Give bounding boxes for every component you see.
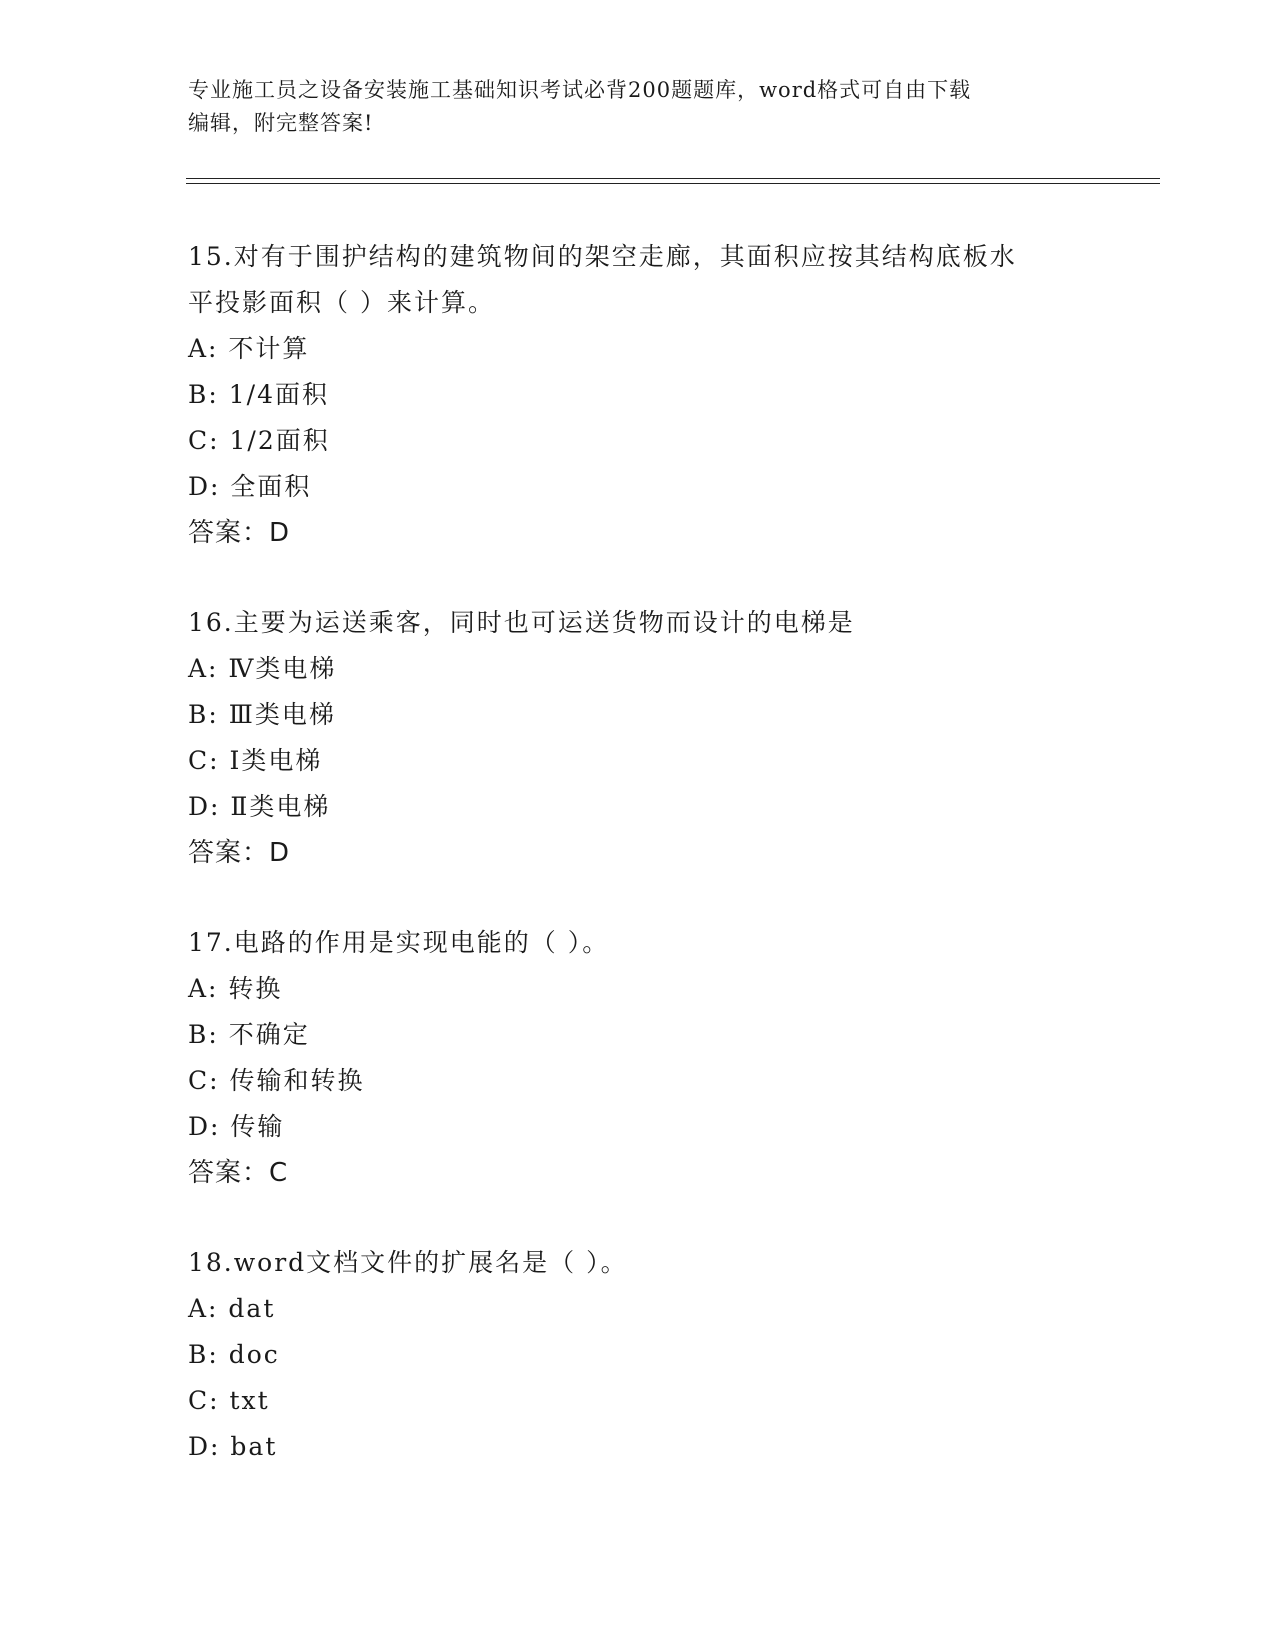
option-d: D: Ⅱ类电梯 xyxy=(188,792,331,821)
option-b: B: doc xyxy=(188,1340,280,1369)
question-stem-line: 15.对有于围护结构的建筑物间的架空走廊，其面积应按其结构底板水 xyxy=(188,242,1017,271)
option-c: C: 传输和转换 xyxy=(188,1066,365,1095)
question-stem-line: 17.电路的作用是实现电能的（ ）。 xyxy=(188,928,610,957)
header-line-1: 专业施工员之设备安装施工基础知识考试必背200题题库，word格式可自由下载 xyxy=(188,78,972,102)
question-list xyxy=(188,234,1088,1470)
header-divider-top xyxy=(186,178,1160,179)
option-c: C: txt xyxy=(188,1386,270,1415)
option-a: A: Ⅳ类电梯 xyxy=(188,654,337,683)
header-line-2: 编辑，附完整答案! xyxy=(188,111,374,135)
answer-line: 答案：D xyxy=(188,518,291,548)
option-d: D: 全面积 xyxy=(188,472,312,501)
option-d: D: 传输 xyxy=(188,1112,285,1141)
question-stem xyxy=(188,920,1088,966)
question-16 xyxy=(188,600,1088,876)
document-header xyxy=(188,74,1088,140)
question-15 xyxy=(188,234,1088,556)
question-17 xyxy=(188,920,1088,1196)
question-stem xyxy=(188,600,1088,646)
option-a: A: 不计算 xyxy=(188,334,310,363)
option-b: B: 不确定 xyxy=(188,1020,310,1049)
option-a: A: 转换 xyxy=(188,974,283,1003)
question-stem xyxy=(188,1240,1088,1286)
header-divider-bottom xyxy=(186,183,1160,184)
answer-line: 答案：C xyxy=(188,1158,289,1188)
question-stem-line: 16.主要为运送乘客，同时也可运送货物而设计的电梯是 xyxy=(188,608,855,637)
question-18 xyxy=(188,1240,1088,1470)
answer-line: 答案：D xyxy=(188,838,291,868)
option-a: A: dat xyxy=(188,1294,276,1323)
option-c: C: Ⅰ类电梯 xyxy=(188,746,323,775)
question-stem-line: 18.word文档文件的扩展名是（ ）。 xyxy=(188,1248,628,1277)
question-stem-line: 平投影面积（ ）来计算。 xyxy=(188,288,495,317)
option-b: B: Ⅲ类电梯 xyxy=(188,700,336,729)
option-d: D: bat xyxy=(188,1432,278,1461)
option-b: B: 1/4面积 xyxy=(188,380,329,409)
option-c: C: 1/2面积 xyxy=(188,426,330,455)
question-stem xyxy=(188,234,1088,326)
